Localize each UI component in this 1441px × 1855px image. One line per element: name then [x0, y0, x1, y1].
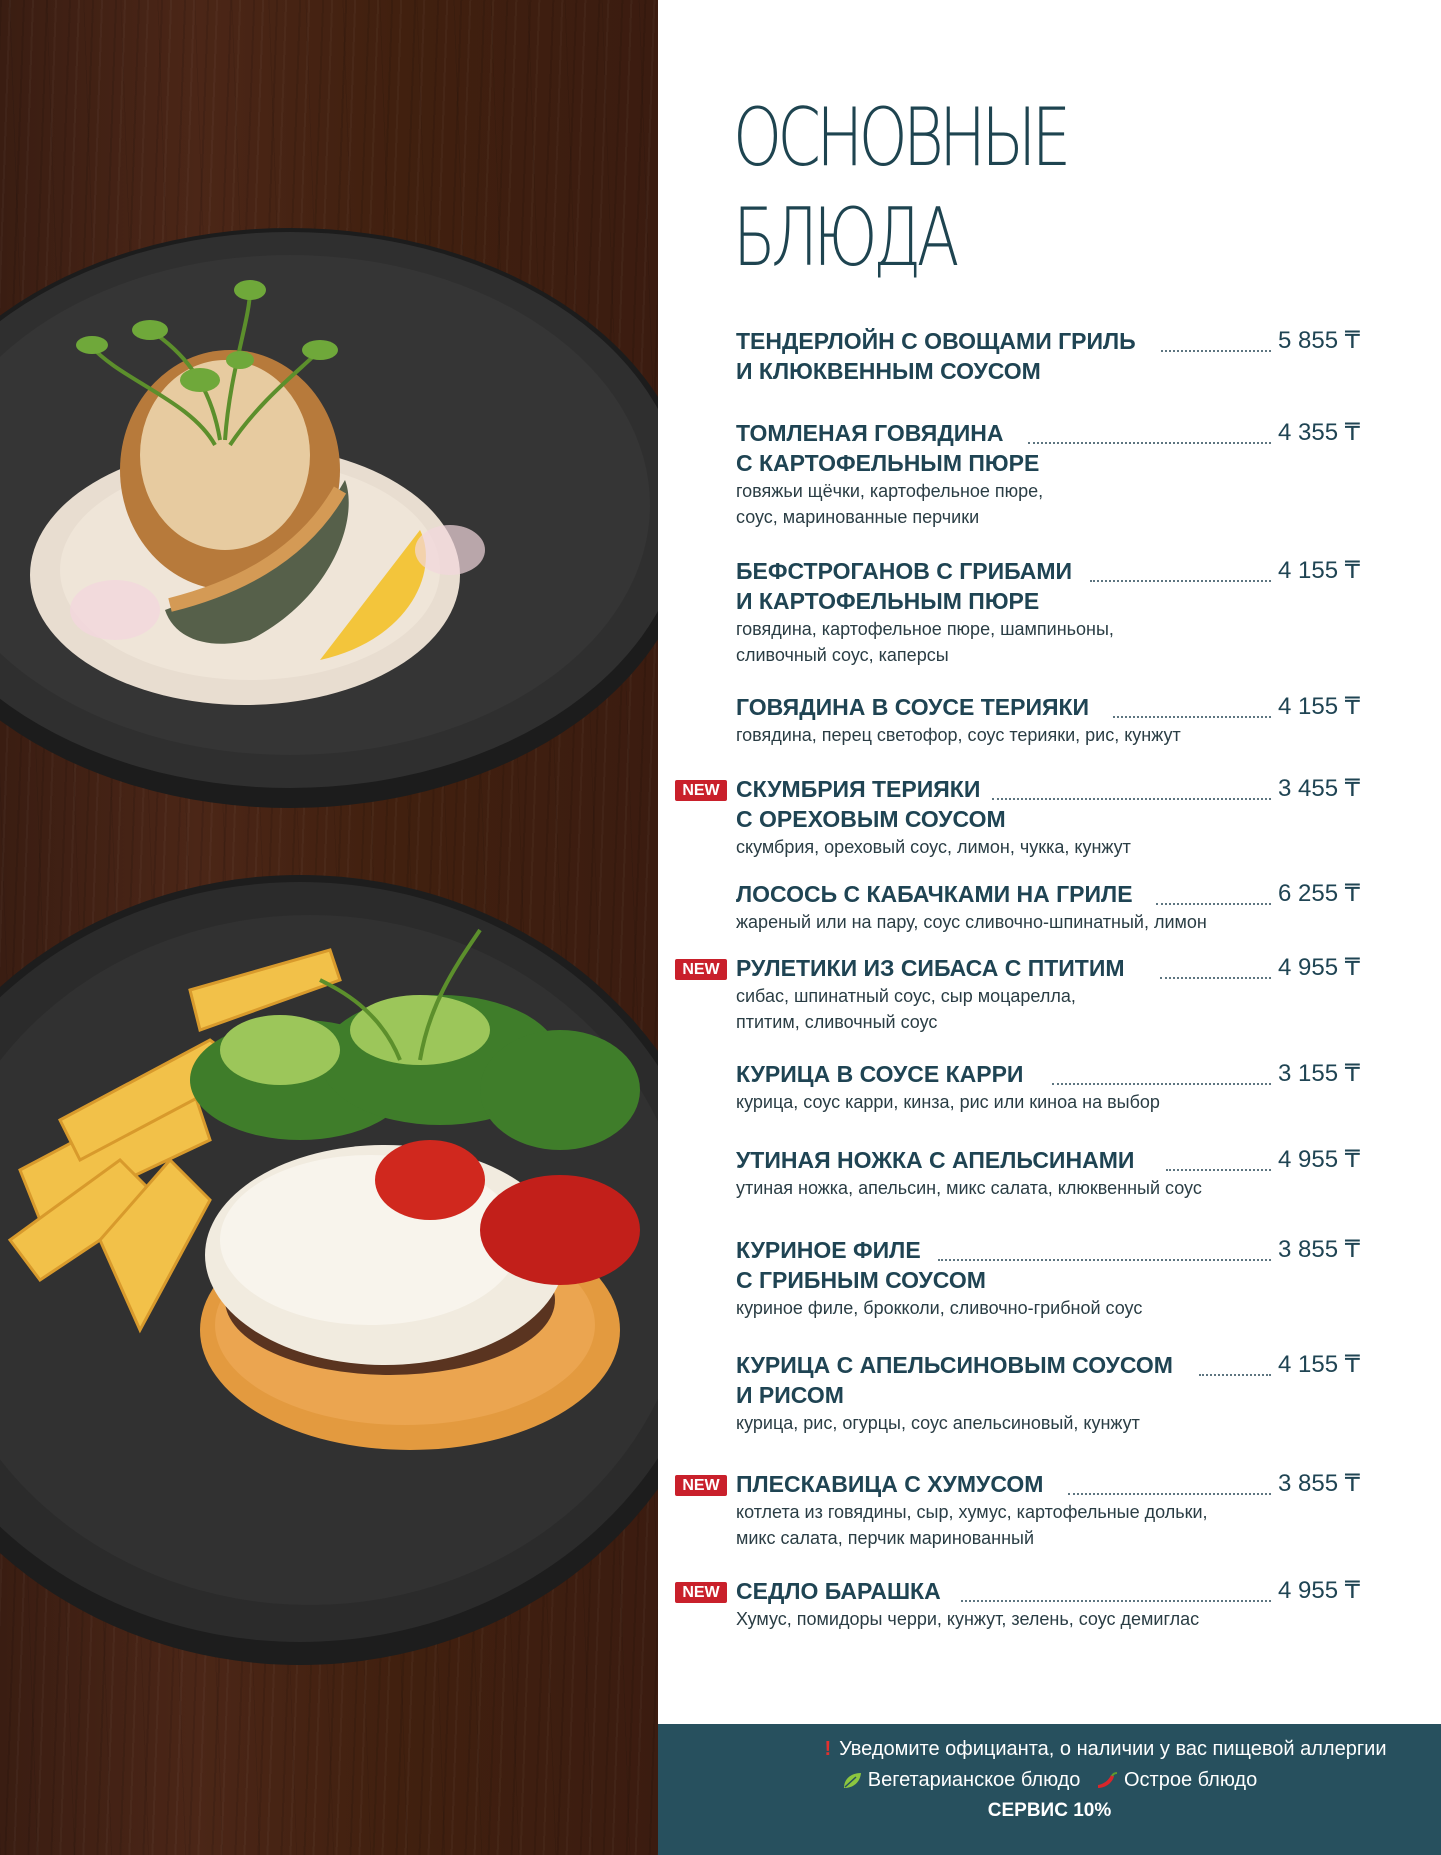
dish-name: КУРИЦА В СОУСЕ КАРРИ	[736, 1061, 1024, 1087]
menu-item-header	[736, 879, 1360, 909]
dish-description-line: жареный или на пару, соус сливочно-шпинатный, лимон	[736, 912, 1207, 932]
dish-name-line-2: И КАРТОФЕЛЬНЫМ ПЮРЕ	[736, 588, 1040, 614]
dish-name: СКУМБРИЯ ТЕРИЯКИ	[736, 776, 981, 802]
allergy-text: Уведомите официанта, о наличии у вас пищевой аллергии	[839, 1738, 1387, 1760]
food-photo-illustration	[0, 0, 658, 1855]
dish-description-line: говядина, картофельное пюре, шампиньоны,	[736, 619, 1114, 639]
menu-item	[682, 774, 1360, 860]
menu-item	[736, 1350, 1360, 1436]
dish-name: УТИНАЯ НОЖКА С АПЕЛЬСИНАМИ	[736, 1147, 1135, 1173]
menu-item-header	[736, 692, 1360, 722]
dot-leader	[1156, 879, 1271, 905]
dish-name: ТОМЛЕНАЯ ГОВЯДИНА	[736, 420, 1004, 446]
menu-item	[736, 1235, 1360, 1321]
chili-pepper-icon	[1096, 1772, 1118, 1790]
dish-name: РУЛЕТИКИ ИЗ СИБАСА С ПТИТИМ	[736, 955, 1125, 981]
dish-price: 6 255 ₸	[1277, 880, 1360, 907]
dish-description-line: скумбрия, ореховый соус, лимон, чукка, кунжут	[736, 837, 1131, 857]
dish-price: 3 855 ₸	[1277, 1236, 1360, 1263]
leaf-icon	[842, 1772, 862, 1790]
dish-description-line: куриное филе, брокколи, сливочно-грибной соус	[736, 1298, 1143, 1318]
menu-item	[736, 326, 1360, 386]
menu-item-header	[736, 418, 1360, 448]
spicy-label: Острое блюдо	[1123, 1769, 1258, 1791]
dot-leader	[1028, 418, 1271, 444]
dish-description-line: курица, рис, огурцы, соус апельсиновый, кунжут	[736, 1413, 1140, 1433]
dot-leader	[961, 1576, 1271, 1602]
menu-item-header	[736, 556, 1360, 586]
dish-price: 3 155 ₸	[1277, 1060, 1360, 1087]
dot-leader	[1052, 1059, 1271, 1085]
dish-description-line: говядина, перец светофор, соус терияки, рис, кунжут	[736, 725, 1181, 745]
dish-name: ПЛЕСКАВИЦА С ХУМУСОМ	[736, 1471, 1044, 1497]
dish-price: 3 855 ₸	[1277, 1470, 1360, 1497]
dish-name-line-2: С ОРЕХОВЫМ СОУСОМ	[736, 806, 1006, 832]
dot-leader	[1113, 692, 1271, 718]
dot-leader	[992, 774, 1271, 800]
new-badge: NEW	[675, 959, 727, 980]
menu-item-header	[736, 1576, 1360, 1606]
dot-leader	[1161, 326, 1271, 352]
new-badge: NEW	[675, 1475, 727, 1496]
menu-item	[682, 1576, 1360, 1632]
dish-price: 4 955 ₸	[1277, 1146, 1360, 1173]
dish-name: БЕФСТРОГАНОВ С ГРИБАМИ	[736, 558, 1073, 584]
menu-item	[682, 1469, 1360, 1551]
dish-description-line: соус, маринованные перчики	[736, 507, 980, 527]
exclamation-icon: !	[824, 1738, 832, 1760]
dish-price: 4 955 ₸	[1277, 954, 1360, 981]
menu-item	[736, 556, 1360, 668]
menu-item	[736, 692, 1360, 748]
dish-price: 4 155 ₸	[1277, 557, 1360, 584]
dish-description-line: утиная ножка, апельсин, микс салата, клюквенный соус	[736, 1178, 1202, 1198]
dish-price: 4 355 ₸	[1277, 419, 1360, 446]
dish-name: ГОВЯДИНА В СОУСЕ ТЕРИЯКИ	[736, 694, 1090, 720]
dish-description-line: курица, соус карри, кинза, рис или киноа на выбор	[736, 1092, 1160, 1112]
dot-leader	[1199, 1350, 1271, 1376]
dish-description-line: микс салата, перчик маринованный	[736, 1528, 1035, 1548]
dish-name: ЛОСОСЬ С КАБАЧКАМИ НА ГРИЛЕ	[736, 881, 1133, 907]
dish-description-line: птитим, сливочный соус	[736, 1012, 938, 1032]
dish-name: КУРИЦА С АПЕЛЬСИНОВЫМ СОУСОМ	[736, 1352, 1173, 1378]
page-title	[733, 88, 1067, 288]
page-title-line-1: ОСНОВНЫЕ	[733, 91, 1067, 184]
dish-price: 5 855 ₸	[1277, 327, 1360, 354]
dish-name: ТЕНДЕРЛОЙН С ОВОЩАМИ ГРИЛЬ	[736, 328, 1136, 354]
dish-name-line-2: И КЛЮКВЕННЫМ СОУСОМ	[736, 358, 1041, 384]
cutlet-dish-plate	[0, 875, 658, 1665]
fish-dish-plate	[0, 228, 658, 808]
menu-item-header	[736, 1145, 1360, 1175]
new-badge: NEW	[675, 780, 727, 801]
dish-price: 3 455 ₸	[1277, 775, 1360, 802]
dot-leader	[1166, 1145, 1271, 1171]
dish-description-line: говяжьи щёчки, картофельное пюре,	[736, 481, 1044, 501]
menu-item-header	[736, 953, 1360, 983]
dish-name: СЕДЛО БАРАШКА	[736, 1578, 941, 1604]
dot-leader	[1090, 556, 1271, 582]
dish-price: 4 955 ₸	[1277, 1577, 1360, 1604]
menu-item	[736, 1059, 1360, 1115]
dish-description-line: Хумус, помидоры черри, кунжут, зелень, соус демиглас	[736, 1609, 1200, 1629]
dish-name-line-2: И РИСОМ	[736, 1382, 844, 1408]
food-photo	[0, 0, 658, 1855]
menu-item	[736, 879, 1360, 935]
menu-item-header	[736, 774, 1360, 804]
menu-item-header	[736, 1059, 1360, 1089]
dish-name-line-2: С ГРИБНЫМ СОУСОМ	[736, 1267, 986, 1293]
menu-item-header	[736, 1235, 1360, 1265]
menu-item	[736, 1145, 1360, 1201]
dot-leader	[1160, 953, 1271, 979]
menu-item-header	[736, 1469, 1360, 1499]
menu-item-header	[736, 326, 1360, 356]
dot-leader	[938, 1235, 1271, 1261]
new-badge: NEW	[675, 1582, 727, 1603]
menu-item	[682, 953, 1360, 1035]
dot-leader	[1068, 1469, 1271, 1495]
dish-name: КУРИНОЕ ФИЛЕ	[736, 1237, 921, 1263]
dish-name-line-2: С КАРТОФЕЛЬНЫМ ПЮРЕ	[736, 450, 1040, 476]
menu-item	[736, 418, 1360, 530]
dish-price: 4 155 ₸	[1277, 1351, 1360, 1378]
dish-description-line: сливочный соус, каперсы	[736, 645, 949, 665]
vegetarian-label: Вегетарианское блюдо	[867, 1769, 1081, 1791]
service-charge: СЕРВИС 10%	[987, 1800, 1112, 1821]
legend	[658, 1769, 1441, 1792]
footer-notice	[658, 1724, 1441, 1855]
allergy-notice	[658, 1738, 1441, 1761]
menu-item-header	[736, 1350, 1360, 1380]
dish-price: 4 155 ₸	[1277, 693, 1360, 720]
page-title-line-2: БЛЮДА	[733, 191, 955, 284]
dish-description-line: котлета из говядины, сыр, хумус, картофельные дольки,	[736, 1502, 1208, 1522]
dish-description-line: сибас, шпинатный соус, сыр моцарелла,	[736, 986, 1076, 1006]
